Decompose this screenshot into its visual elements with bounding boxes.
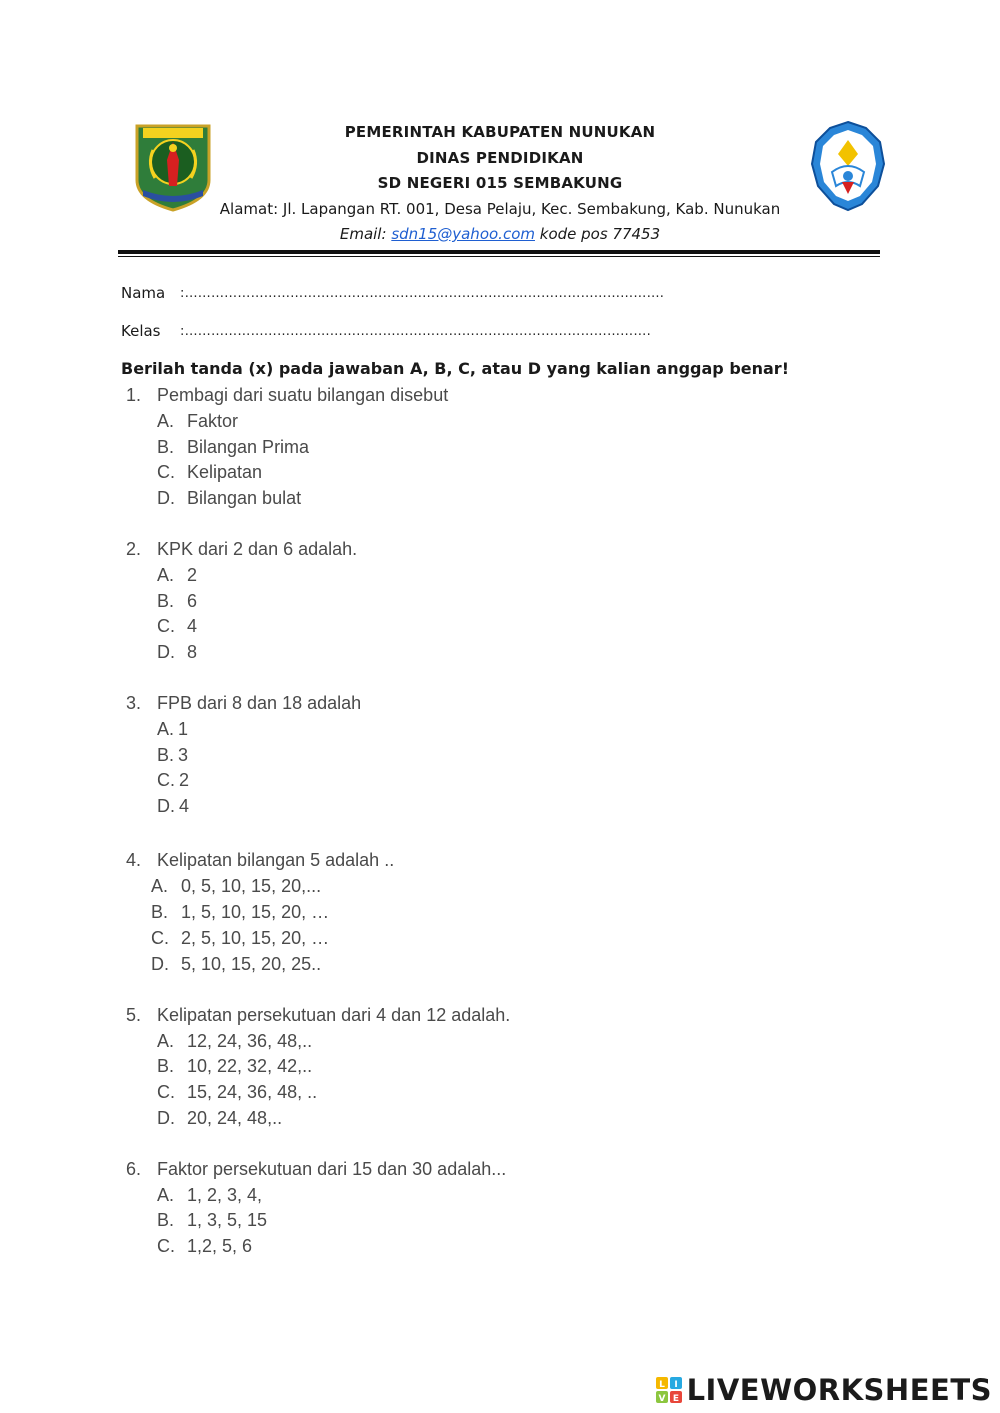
class-field[interactable]: :……………………………………………………………………………………………. (180, 324, 651, 339)
question-text: Faktor persekutuan dari 15 dan 30 adalah... (157, 1159, 507, 1179)
option-2c[interactable]: C. 4 (157, 616, 198, 636)
question-3 (126, 693, 361, 714)
question-1 (126, 385, 448, 406)
header-government: PEMERINTAH KABUPATEN NUNUKAN (344, 123, 656, 141)
option-3b[interactable]: B. 3 (157, 745, 189, 765)
name-field[interactable]: :………………………………………………………………………………………………. (180, 286, 665, 301)
option-5d[interactable]: D. 20, 24, 48,.. (157, 1108, 283, 1128)
header-address: Alamat: Jl. Lapangan RT. 001, Desa Pelaju, Kec. Sembakung, Kab. Nunukan (219, 200, 781, 218)
email-link[interactable]: sdn15@yahoo.com (391, 225, 535, 243)
question-number: 4. (126, 850, 142, 870)
svg-text:L: L (658, 1380, 665, 1390)
header-department: DINAS PENDIDIKAN (416, 149, 584, 167)
option-6c[interactable]: C. 1,2, 5, 6 (157, 1236, 253, 1256)
option-5b[interactable]: B. 10, 22, 32, 42,.. (157, 1056, 313, 1076)
option-2d[interactable]: D. 8 (157, 642, 198, 662)
question-text: Pembagi dari suatu bilangan disebut (157, 385, 449, 405)
question-number: 5. (126, 1005, 142, 1025)
option-3d[interactable]: D. 4 (157, 796, 190, 816)
question-number: 6. (126, 1159, 142, 1179)
question-5 (126, 1005, 510, 1026)
option-4c[interactable]: C. 2, 5, 10, 15, 20, … (151, 928, 330, 948)
class-label: Kelas (121, 322, 161, 340)
option-4b[interactable]: B. 1, 5, 10, 15, 20, … (151, 902, 330, 922)
option-6a[interactable]: A. 1, 2, 3, 4, (157, 1185, 263, 1205)
option-1a[interactable]: A. Faktor (157, 411, 239, 431)
question-text: FPB dari 8 dan 18 adalah (157, 693, 362, 713)
header-divider-thick (118, 250, 880, 254)
question-number: 2. (126, 539, 142, 559)
option-1b[interactable]: B. Bilangan Prima (157, 437, 310, 457)
name-label: Nama (121, 284, 166, 302)
option-5a[interactable]: A. 12, 24, 36, 48,.. (157, 1031, 313, 1051)
option-3c[interactable]: C. 2 (157, 770, 190, 790)
postal-code: kode pos 77453 (534, 225, 661, 243)
instruction-text: Berilah tanda (x) pada jawaban A, B, C, atau D yang kalian anggap benar! (121, 359, 789, 378)
option-1d[interactable]: D. Bilangan bulat (157, 488, 302, 508)
email-label: Email: (339, 225, 392, 243)
question-2 (126, 539, 357, 560)
question-text: Kelipatan persekutuan dari 4 dan 12 adalah. (157, 1005, 511, 1025)
option-3a[interactable]: A. 1 (157, 719, 189, 739)
svg-text:E: E (672, 1394, 679, 1404)
header-contact (0, 225, 1000, 243)
liveworksheets-logo-icon (655, 1376, 683, 1404)
header-school: SD NEGERI 015 SEMBAKUNG (377, 174, 623, 192)
option-6b[interactable]: B. 1, 3, 5, 15 (157, 1210, 268, 1230)
option-5c[interactable]: C. 15, 24, 36, 48, .. (157, 1082, 318, 1102)
question-text: Kelipatan bilangan 5 adalah .. (157, 850, 395, 870)
question-text: KPK dari 2 dan 6 adalah. (157, 539, 358, 559)
question-4 (126, 850, 394, 871)
question-6 (126, 1159, 506, 1180)
svg-text:V: V (658, 1394, 666, 1404)
option-2a[interactable]: A. 2 (157, 565, 198, 585)
option-2b[interactable]: B. 6 (157, 591, 198, 611)
option-4d[interactable]: D. 5, 10, 15, 20, 25.. (151, 954, 322, 974)
option-4a[interactable]: A. 0, 5, 10, 15, 20,... (151, 876, 322, 896)
header-divider-thin (118, 256, 880, 257)
watermark-text: LIVEWORKSHEETS (686, 1373, 992, 1407)
liveworksheets-watermark (655, 1373, 992, 1407)
question-number: 1. (126, 385, 142, 405)
option-1c[interactable]: C. Kelipatan (157, 462, 263, 482)
question-number: 3. (126, 693, 142, 713)
svg-text:I: I (673, 1380, 678, 1390)
